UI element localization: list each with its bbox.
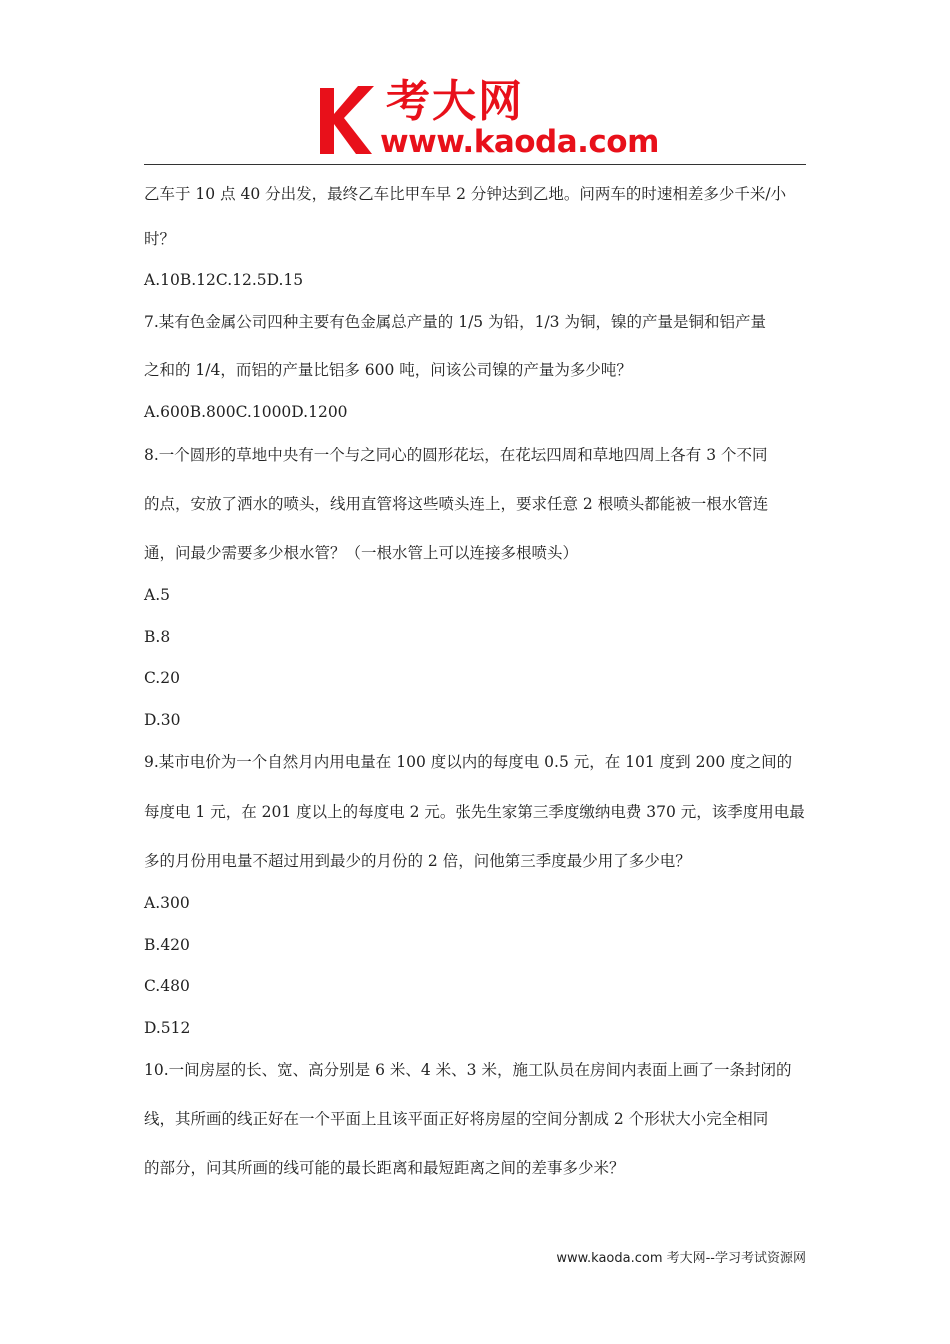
answer-option: D.30 [144,711,181,729]
text-line: 的点，安放了洒水的喷头，线用直管将这些喷头连上，要求任意 2 根喷头都能被一根水管连 [144,495,769,513]
text-line: 通，问最少需要多少根水管？（一根水管上可以连接多根喷头） [144,544,579,562]
logo-brand-cn: 考大网 [386,76,524,127]
answer-option: A.300 [144,894,190,912]
answer-options: A.10B.12C.12.5D.15 [144,271,304,289]
text-line: 的部分，问其所画的线可能的最长距离和最短距离之间的差事多少米？ [144,1159,625,1177]
text-line: 线，其所画的线正好在一个平面上且该平面正好将房屋的空间分割成 2 个形状大小完全相同 [144,1110,769,1128]
text-line: 之和的 1/4，而铝的产量比铝多 600 吨，问该公司镍的产量为多少吨？ [144,361,632,379]
header-divider [144,164,806,165]
site-logo [318,76,659,160]
answer-options: A.600B.800C.1000D.1200 [144,403,348,421]
question-9: 9.某市电价为一个自然月内用电量在 100 度以内的每度电 0.5 元，在 101 度到 200 度之间的 [144,753,793,771]
text-line: 每度电 1 元，在 201 度以上的每度电 2 元。张先生家第三季度缴纳电费 370 元，该季度用电最 [144,803,805,821]
answer-option: D.512 [144,1019,191,1037]
text-line: 时？ [144,230,176,248]
answer-option: B.8 [144,628,171,646]
page-footer: www.kaoda.com 考大网--学习考试资源网 [556,1251,806,1266]
logo-brand-url: www.kaoda.com [380,124,659,160]
answer-option: B.420 [144,936,190,954]
question-10: 10.一间房屋的长、宽、高分别是 6 米、4 米、3 米，施工队员在房间内表面上画了一条封闭的 [144,1061,792,1079]
question-8: 8.一个圆形的草地中央有一个与之同心的圆形花坛，在花坛四周和草地四周上各有 3 个不同 [144,446,768,464]
text-line: 多的月份用电量不超过用到最少的月份的 2 倍，问他第三季度最少用了多少电？ [144,852,691,870]
answer-option: C.480 [144,977,190,995]
answer-option: A.5 [144,586,170,604]
answer-option: C.20 [144,669,180,687]
k-logo-icon [318,80,378,158]
question-7: 7.某有色金属公司四种主要有色金属总产量的 1/5 为铅，1/3 为铜，镍的产量是铜和铝产量 [144,313,766,331]
text-line: 乙车于 10 点 40 分出发，最终乙车比甲车早 2 分钟达到乙地。问两车的时速相差多少千米/小 [144,185,787,203]
